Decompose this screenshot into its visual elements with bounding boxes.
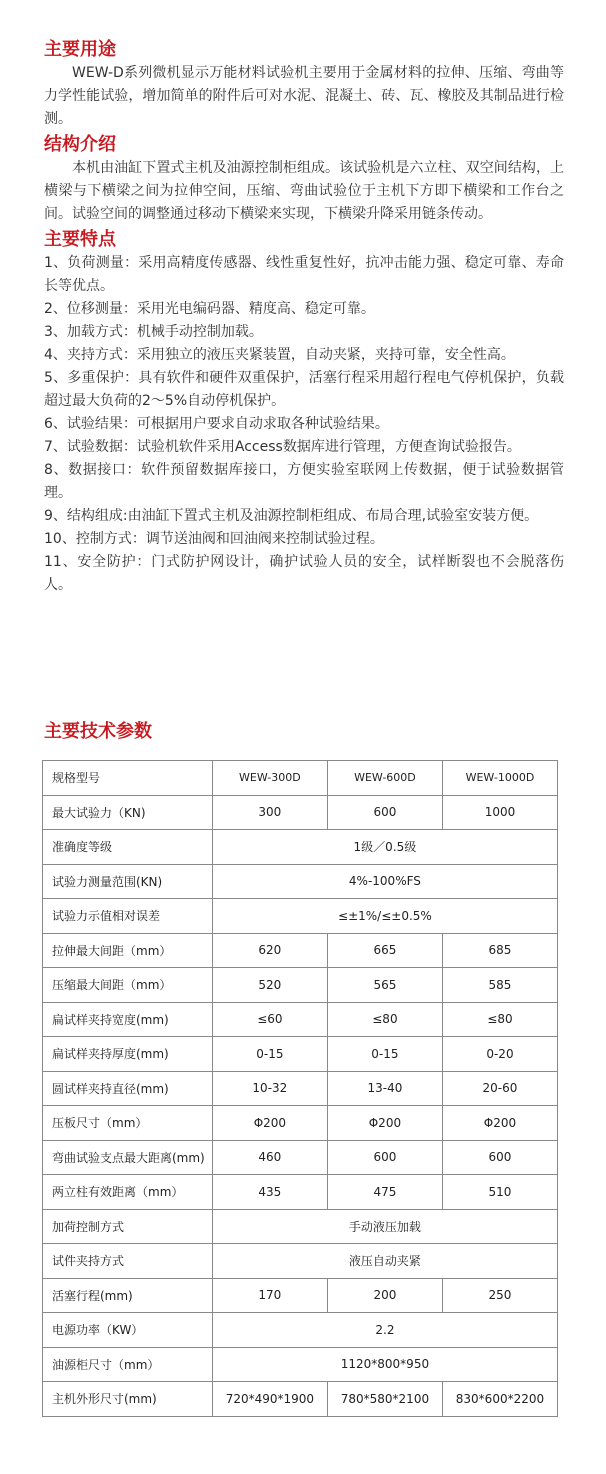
- row-value: 13-40: [327, 1071, 442, 1106]
- row-value: WEW-300D: [212, 761, 327, 796]
- feature-item: 5、多重保护：具有软件和硬件双重保护，活塞行程采用超行程电气停机保护，负载超过最大负荷的2～5%自动停机保护。: [44, 370, 564, 409]
- row-value-merged: 2.2: [212, 1313, 557, 1348]
- row-label: 压板尺寸（mm）: [43, 1106, 213, 1141]
- table-row: [43, 899, 558, 934]
- table-row: [43, 795, 558, 830]
- row-label: 扁试样夹持宽度(mm): [43, 1002, 213, 1037]
- row-value: ≤80: [327, 1002, 442, 1037]
- row-label: 主机外形尺寸(mm): [43, 1382, 213, 1417]
- row-value: 830*600*2200: [442, 1382, 557, 1417]
- row-value: 620: [212, 933, 327, 968]
- row-value: 0-15: [327, 1037, 442, 1072]
- table-row: [43, 1002, 558, 1037]
- row-value: 720*490*1900: [212, 1382, 327, 1417]
- row-value-merged: 液压自动夹紧: [212, 1244, 557, 1279]
- feature-item: 10、控制方式：调节送油阀和回油阀来控制试验过程。: [44, 531, 384, 547]
- row-value: 0-20: [442, 1037, 557, 1072]
- row-label: 规格型号: [43, 761, 213, 796]
- row-value: 20-60: [442, 1071, 557, 1106]
- row-label: 试件夹持方式: [43, 1244, 213, 1279]
- usage-text: WEW-D系列微机显示万能材料试验机主要用于金属材料的拉伸、压缩、弯曲等力学性能试验，增加简单的附件后可对水泥、混凝土、砖、瓦、橡胶及其制品进行检测。: [44, 65, 564, 127]
- row-label: 拉伸最大间距（mm）: [43, 933, 213, 968]
- table-row: [43, 1106, 558, 1141]
- content-area: [44, 38, 564, 597]
- row-value: 600: [327, 1140, 442, 1175]
- feature-item: 1、负荷测量：采用高精度传感器、线性重复性好，抗冲击能力强、稳定可靠、寿命长等优点。: [44, 255, 564, 294]
- table-row: [43, 1209, 558, 1244]
- row-value: ≤80: [442, 1002, 557, 1037]
- row-value: WEW-1000D: [442, 761, 557, 796]
- row-value: 460: [212, 1140, 327, 1175]
- row-label: 压缩最大间距（mm）: [43, 968, 213, 1003]
- row-value-merged: 4%-100%FS: [212, 864, 557, 899]
- feature-item: 2、位移测量：采用光电编码器、精度高、稳定可靠。: [44, 301, 375, 317]
- row-label: 扁试样夹持厚度(mm): [43, 1037, 213, 1072]
- row-value: 600: [327, 795, 442, 830]
- row-value: 475: [327, 1175, 442, 1210]
- row-value: 510: [442, 1175, 557, 1210]
- row-value: WEW-600D: [327, 761, 442, 796]
- row-value: Φ200: [212, 1106, 327, 1141]
- row-value: 300: [212, 795, 327, 830]
- row-value: 10-32: [212, 1071, 327, 1106]
- params-heading: 主要技术参数: [44, 721, 152, 742]
- row-label: 试验力示值相对误差: [43, 899, 213, 934]
- row-value-merged: 1120*800*950: [212, 1347, 557, 1382]
- row-value: 520: [212, 968, 327, 1003]
- row-value: 780*580*2100: [327, 1382, 442, 1417]
- row-label: 两立柱有效距离（mm）: [43, 1175, 213, 1210]
- row-label: 圆试样夹持直径(mm): [43, 1071, 213, 1106]
- row-label: 油源柜尺寸（mm）: [43, 1347, 213, 1382]
- table-row: [43, 1140, 558, 1175]
- feature-item: 11、安全防护：门式防护网设计，确护试验人员的安全，试样断裂也不会脱落伤人。: [44, 554, 564, 593]
- row-value-merged: 手动液压加载: [212, 1209, 557, 1244]
- row-label: 试验力测量范围(KN): [43, 864, 213, 899]
- row-label: 加荷控制方式: [43, 1209, 213, 1244]
- table-row: [43, 1071, 558, 1106]
- usage-heading: 主要用途: [44, 39, 116, 60]
- row-value-merged: ≤±1%/≤±0.5%: [212, 899, 557, 934]
- table-row: [43, 830, 558, 865]
- table-row: [43, 968, 558, 1003]
- table-row: [43, 1347, 558, 1382]
- row-value: ≤60: [212, 1002, 327, 1037]
- row-value: 600: [442, 1140, 557, 1175]
- feature-item: 9、结构组成:由油缸下置式主机及油源控制柜组成、布局合理,试验室安装方便。: [44, 508, 539, 524]
- table-row: [43, 1278, 558, 1313]
- table-row: [43, 1244, 558, 1279]
- row-value: Φ200: [442, 1106, 557, 1141]
- table-row: [43, 933, 558, 968]
- table-row: [43, 761, 558, 796]
- row-value: 565: [327, 968, 442, 1003]
- row-value: 200: [327, 1278, 442, 1313]
- table-row: [43, 1382, 558, 1417]
- table-row: [43, 1313, 558, 1348]
- row-label: 准确度等级: [43, 830, 213, 865]
- row-value: 435: [212, 1175, 327, 1210]
- row-label: 活塞行程(mm): [43, 1278, 213, 1313]
- row-value: 0-15: [212, 1037, 327, 1072]
- row-value: 585: [442, 968, 557, 1003]
- row-label: 最大试验力（KN): [43, 795, 213, 830]
- features-heading: 主要特点: [44, 229, 116, 250]
- feature-item: 3、加载方式：机械手动控制加载。: [44, 324, 263, 340]
- table-row: [43, 1037, 558, 1072]
- row-value: 1000: [442, 795, 557, 830]
- row-value: 665: [327, 933, 442, 968]
- row-value: 170: [212, 1278, 327, 1313]
- features-list: [44, 252, 564, 597]
- feature-item: 6、试验结果：可根据用户要求自动求取各种试验结果。: [44, 416, 389, 432]
- row-label: 弯曲试验支点最大距离(mm): [43, 1140, 213, 1175]
- row-value: 685: [442, 933, 557, 968]
- specs-table: [42, 760, 558, 1417]
- row-value: 250: [442, 1278, 557, 1313]
- table-row: [43, 864, 558, 899]
- feature-item: 8、数据接口：软件预留数据库接口，方便实验室联网上传数据，便于试验数据管理。: [44, 462, 564, 501]
- row-label: 电源功率（KW）: [43, 1313, 213, 1348]
- table-row: [43, 1175, 558, 1210]
- structure-text: 本机由油缸下置式主机及油源控制柜组成。该试验机是六立柱、双空间结构，上横梁与下横梁之间为拉伸空间，压缩、弯曲试验位于主机下方即下横梁和工作台之间。试验空间的调整通过移动下横梁来实现，下横梁升降采用链条传动。: [44, 160, 564, 222]
- row-value: Φ200: [327, 1106, 442, 1141]
- feature-item: 7、试验数据：试验机软件采用Access数据库进行管理，方便查询试验报告。: [44, 439, 521, 455]
- feature-item: 4、夹持方式：采用独立的液压夹紧装置，自动夹紧，夹持可靠，安全性高。: [44, 347, 515, 363]
- structure-heading: 结构介绍: [44, 134, 116, 155]
- row-value-merged: 1级／0.5级: [212, 830, 557, 865]
